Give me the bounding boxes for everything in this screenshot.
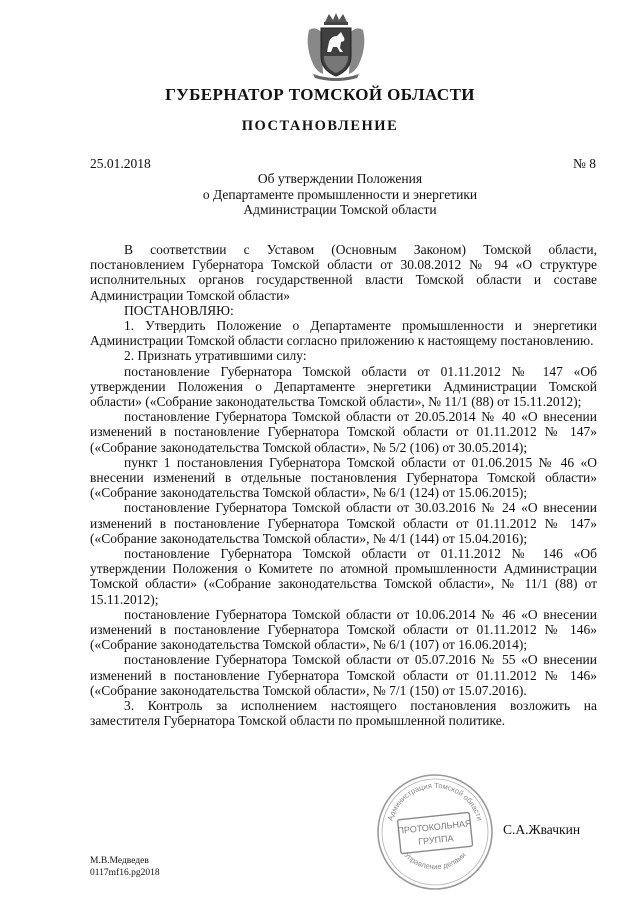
signer-name: С.А.Жвачкин — [503, 822, 581, 837]
item-1-paragraph: 1. Утвердить Положение о Департаменте промышленности и энергетики Администрации Томской области согласно приложению к настоящему постановлению. — [90, 318, 597, 349]
stamp-ring-bottom: Управление делами — [402, 850, 468, 872]
subject-line: Администрации Томской области — [243, 202, 437, 217]
document-type: ПОСТАНОВЛЕНИЕ — [241, 118, 399, 134]
stamp-center-line-2: ГРУППА — [417, 833, 454, 847]
official-stamp — [375, 772, 495, 892]
repealed-item: постановление Губернатора Томской области от 05.07.2016 № 55 «О внесении изменений в постановление Губернатора Томской области от 01.11.2012 № 146» («Собрание законодательства Томской области», № 7/1 (150) от 15.07.2016). — [90, 652, 597, 698]
document-date: 25.01.2018 — [90, 156, 151, 171]
repealed-item: пункт 1 постановления Губернатора Томской области от 01.06.2015 № 46 «О внесении изменений в отдельные постановления Губернатора Томской области» («Собрание законодательства Томской области», № 6/1 (124) от 15.06.2015); — [90, 454, 597, 501]
repealed-item: постановление Губернатора Томской области от 01.11.2012 № 147 «Об утверждении Положения о Департаменте энергетики Администрации Томской области» («Собрание законодательства Томской области», № 11/1 (88) от 15.11.2012); — [90, 363, 597, 410]
repealed-item: постановление Губернатора Томской области от 01.11.2012 № 146 «Об утверждении Положения о Комитете по атомной промышленности Администрации Томской области» («Собрание законодательства Томской области», № 11/1 (88) от 15.11.2012); — [90, 546, 597, 607]
executor-name: М.В.Медведев — [90, 856, 149, 866]
intro-paragraph: В соответствии с Уставом (Основным Законом) Томской области, постановлением Губернатора Томской области от 30.08.2012 № 94 «О структуре исполнительных органов государственной власти Томской области и составе Администрации Томской области» — [90, 242, 597, 303]
repealed-item: постановление Губернатора Томской области от 20.05.2014 № 40 «О внесении изменений в постановление Губернатора Томской области от 01.11.2012 № 147» («Собрание законодательства Томской области», № 5/2 (106) от 30.05.2014); — [90, 409, 597, 455]
governor-title: ГУБЕРНАТОР ТОМСКОЙ ОБЛАСТИ — [165, 85, 475, 104]
document-footer — [90, 855, 160, 879]
document-body — [90, 242, 597, 729]
stamp-center-line-1: ПРОТОКОЛЬНАЯ — [397, 818, 472, 836]
subject-line: о Департаменте промышленности и энергетики — [202, 186, 478, 202]
document-subject — [140, 171, 540, 218]
resolve-paragraph: ПОСТАНОВЛЯЮ: — [124, 302, 234, 318]
subject-line: Об утверждении Положения — [257, 171, 423, 186]
document-number: № 8 — [572, 156, 596, 171]
file-reference: 0117mf16.pg2018 — [90, 868, 160, 878]
repealed-item: постановление Губернатора Томской области от 30.03.2016 № 24 «О внесении изменений в постановление Губернатора Томской области от 01.11.2012 № 147» («Собрание законодательства Томской области», № 4/1 (144) от 15.04.2016); — [90, 500, 597, 546]
item-2-paragraph: 2. Признать утратившими силу: — [124, 348, 307, 364]
item-3-paragraph: 3. Контроль за исполнением настоящего постановления возложить на заместителя Губернатора Томской области по промышленной политике. — [90, 698, 597, 729]
repealed-item: постановление Губернатора Томской области от 10.06.2014 № 46 «О внесении изменений в постановление Губернатора Томской области от 01.11.2012 № 146» («Собрание законодательства Томской области», № 6/1 (107) от 16.06.2014); — [90, 606, 597, 653]
coat-of-arms-emblem — [303, 12, 369, 82]
stamp-ring-top: Администрация Томской области — [385, 780, 485, 822]
